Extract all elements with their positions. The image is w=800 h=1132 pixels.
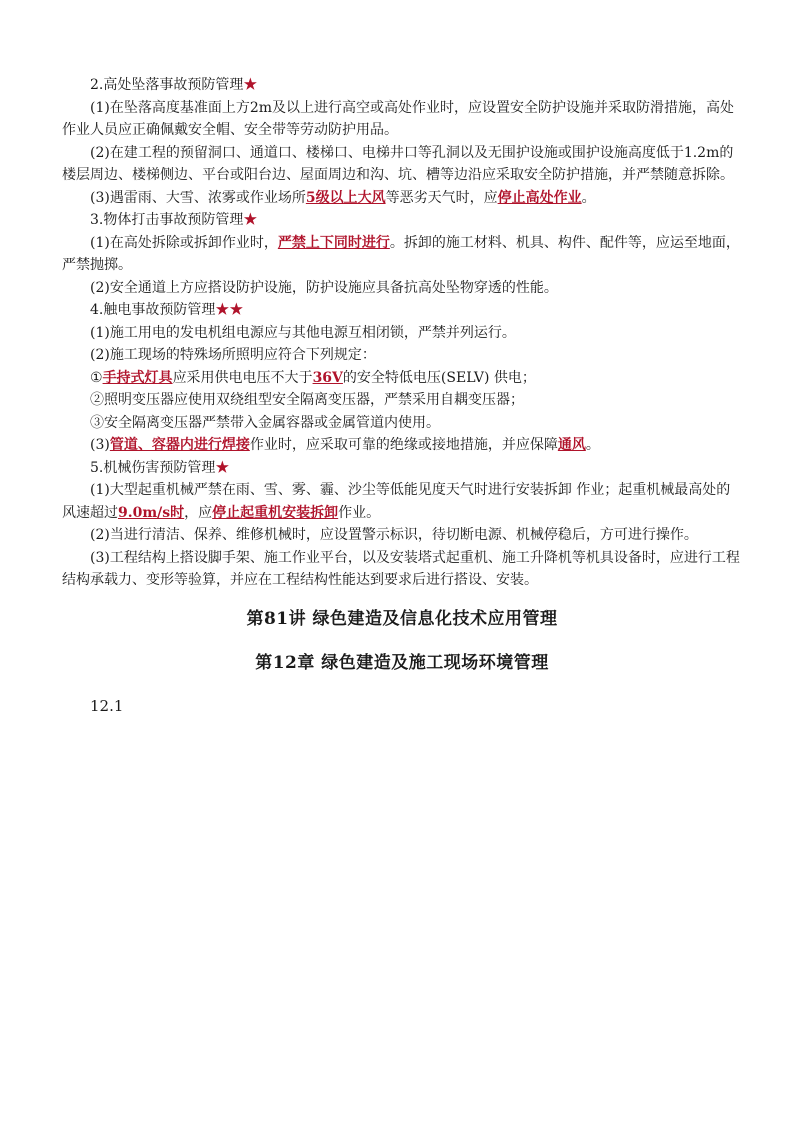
highlight: 停止高处作业	[497, 189, 582, 206]
star-icon: ★	[243, 212, 258, 228]
highlight: 严禁上下同时进行	[277, 234, 390, 251]
paragraph: (2)当进行清洁、保养、维修机械时，应设置警示标识，待切断电源、机械停稳后，方可进行操作。	[90, 527, 698, 543]
section-heading: 4.触电事故预防管理★★	[90, 302, 244, 318]
highlight: 5级以上大风	[305, 189, 386, 206]
paragraph: (2)在建工程的预留洞口、通道口、楼梯口、电梯井口等孔洞以及无围护设施或围护设施高度低于1.2m的楼层周边、楼梯侧边、平台或阳台边、屋面周边和沟、坑、槽等边沿应采取安全防护措施，并严禁随意拆除。	[62, 144, 734, 183]
paragraph: (1)在高处拆除或拆卸作业时，严禁上下同时进行。拆卸的施工材料、机具、构件、配件等，应运至地面，严禁抛掷。	[62, 234, 740, 273]
paragraph: (2)施工现场的特殊场所照明应符合下列规定：	[90, 347, 376, 363]
highlight: 停止起重机安装拆卸	[212, 504, 339, 521]
paragraph: (3)工程结构上搭设脚手架、施工作业平台，以及安装塔式起重机、施工升降机等机具设备时，应进行工程结构承载力、变形等验算，并应在工程结构性能达到要求后进行搭设、安装。	[62, 549, 740, 588]
paragraph: (3)管道、容器内进行焊接作业时，应采取可靠的绝缘或接地措施，并应保障通风。	[90, 437, 600, 453]
document-body	[62, 74, 742, 732]
lecture-title: 第81讲 绿色建造及信息化技术应用管理	[246, 608, 558, 629]
paragraph: (1)大型起重机械严禁在雨、雪、雾、霾、沙尘等低能见度天气时进行安装拆卸 作业；起重机械最高处的风速超过9.0m/s时，应停止起重机安装拆卸作业。	[62, 482, 731, 521]
paragraph: (3)遇雷雨、大雪、浓雾或作业场所5级以上大风等恶劣天气时，应停止高处作业。	[90, 189, 596, 206]
highlight: 9.0m/s时	[118, 504, 185, 521]
star-icon: ★★	[215, 302, 244, 318]
list-item: ②照明变压器应使用双绕组型安全隔离变压器，严禁采用自耦变压器；	[90, 392, 524, 408]
paragraph: (1)施工用电的发电机组电源应与其他电源互相闭锁，严禁并列运行。	[90, 324, 516, 341]
highlight: 手持式灯具	[102, 369, 173, 386]
paragraph: (1)在坠落高度基准面上方2m及以上进行高空或高处作业时，应设置安全防护设施并采取防滑措施，高处作业人员应正确佩戴安全帽、安全带等劳动防护用品。	[62, 99, 735, 138]
star-icon: ★	[215, 459, 230, 476]
list-item: ①手持式灯具应采用供电电压不大于36V的安全特低电压(SELV) 供电；	[90, 369, 536, 386]
paragraph: (2)安全通道上方应搭设防护设施，防护设施应具备抗高处坠物穿透的性能。	[90, 279, 558, 296]
chapter-title: 第12章 绿色建造及施工现场环境管理	[255, 653, 549, 673]
highlight: 管道、容器内进行焊接	[109, 437, 250, 453]
section-heading: 5.机械伤害预防管理★	[90, 459, 230, 476]
section-heading: 3.物体打击事故预防管理★	[90, 212, 258, 228]
star-icon: ★	[243, 77, 258, 93]
list-item: ③安全隔离变压器严禁带入金属容器或金属管道内使用。	[90, 414, 440, 431]
highlight: 36V	[312, 369, 343, 386]
section-heading: 2.高处坠落事故预防管理★	[90, 77, 258, 93]
highlight: 通风	[557, 437, 586, 453]
section-number: 12.1	[90, 696, 124, 715]
